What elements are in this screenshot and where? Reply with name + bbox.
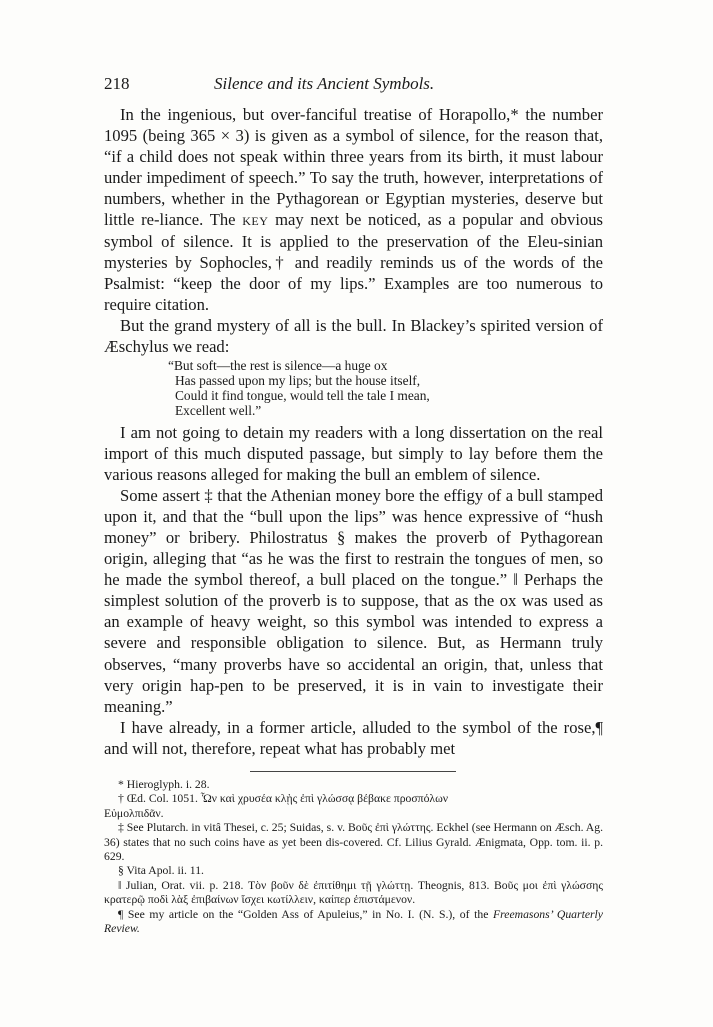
verse-line: Excellent well.” (175, 403, 262, 419)
paragraph-1-text-b: may next be noticed, as a popular and obvious symbol of silence. It is applied to the preservation of the Eleu-sinian mysteries by Sophocles,† and readily reminds us of the words of the Psalmist: “keep the door of my lips.” Examples are too numerous to require citation. (104, 210, 603, 314)
running-title: Silence and its Ancient Symbols. (214, 74, 435, 93)
footnote-6 (104, 908, 603, 937)
verse-line: Has passed upon my lips; but the house itself, (175, 373, 421, 389)
footnotes (104, 778, 603, 936)
footnote-3: ‡ See Plutarch. in vitâ Thesei, c. 25; Suidas, s. v. Βοῦς ἐπὶ γλώττης. Eckhel (see Hermann on Æsch. Ag. 36) states that no such coins have as yet been dis-covered. Cf. Lilius Gyrald. Ænigmata, Opp. tom. ii. p. 629. (104, 821, 603, 864)
verse-line: “But soft—the rest is silence—a huge ox (168, 358, 388, 374)
footnote-4: § Vita Apol. ii. 11. (118, 864, 204, 878)
page-number: 218 (104, 74, 130, 93)
paragraph-5: I have already, in a former article, alluded to the symbol of the rose,¶ and will not, therefore, repeat what has probably met (104, 717, 603, 758)
footnote-2-continuation: Εὐμολπιδᾶν. (104, 806, 164, 820)
footnote-6-journal: Freemasons’ Quarterly Review. (104, 907, 603, 936)
running-head (104, 74, 603, 94)
paragraph-1 (104, 104, 603, 315)
footnote-2: † Œd. Col. 1051. Ὧν καὶ χρυσέα κλῂς ἐπὶ γλώσσᾳ βέβακε προσπόλων (118, 792, 449, 806)
paragraph-3: I am not going to detain my readers with a long dissertation on the real import of this much disputed passage, but simply to lay before them the various reasons alleged for making the bull an emblem of silence. (104, 422, 603, 484)
paragraph-1-text-a: In the ingenious, but over-fanciful treatise of Horapollo,* the number 1095 (being 365 × 3) is given as a symbol of silence, for the reason that, “if a child does not speak within three years from its birth, it must labour under impediment of speech.” To say the truth, however, interpretations of numbers, whether in the Pythagorean or Egyptian mysteries, deserve but little re-liance. The (104, 105, 603, 230)
footnote-1: * Hieroglyph. i. 28. (118, 778, 210, 791)
verse-quotation (168, 358, 603, 418)
footnote-6-text: ¶ See my article on the “Golden Ass of Apuleius,” in No. I. (N. S.), of the (118, 907, 493, 921)
body-text (104, 104, 603, 759)
paragraph-2: But the grand mystery of all is the bull. In Blackey’s spirited version of Æschylus we read: (104, 315, 603, 357)
key-small-caps: key (242, 210, 269, 230)
paragraph-4: Some assert ‡ that the Athenian money bore the effigy of a bull stamped upon it, and that the “bull upon the lips” was hence expressive of “hush money” or bribery. Philostratus § makes the proverb of Pythagorean origin, alleging that “as he was the first to restrain the tongues of men, so he made the symbol thereof, a bull placed on the tongue.” ‖ Perhaps the simplest solution of the proverb is to suppose, that as the ox was used as an example of heavy weight, so this symbol was intended to express a severe and responsible obligation to silence. But, as Hermann truly observes, “many proverbs have so accidental an origin, that, unless that very origin hap-pen to be preserved, it is in vain to investigate their meaning.” (104, 485, 603, 716)
footnote-rule (250, 771, 456, 772)
verse-line: Could it find tongue, would tell the tale I mean, (175, 388, 430, 404)
footnote-5: ‖ Julian, Orat. vii. p. 218. Τὸν βοῦν δὲ ἐπιτίθημι τῇ γλώττῃ. Theognis, 813. Βοῦς μοι ἐπὶ γλώσσης κρατερῷ ποδὶ λὰξ ἐπιβαίνων ἴσχει κωτίλλειν, καίπερ ἐπιστάμενον. (104, 878, 603, 907)
